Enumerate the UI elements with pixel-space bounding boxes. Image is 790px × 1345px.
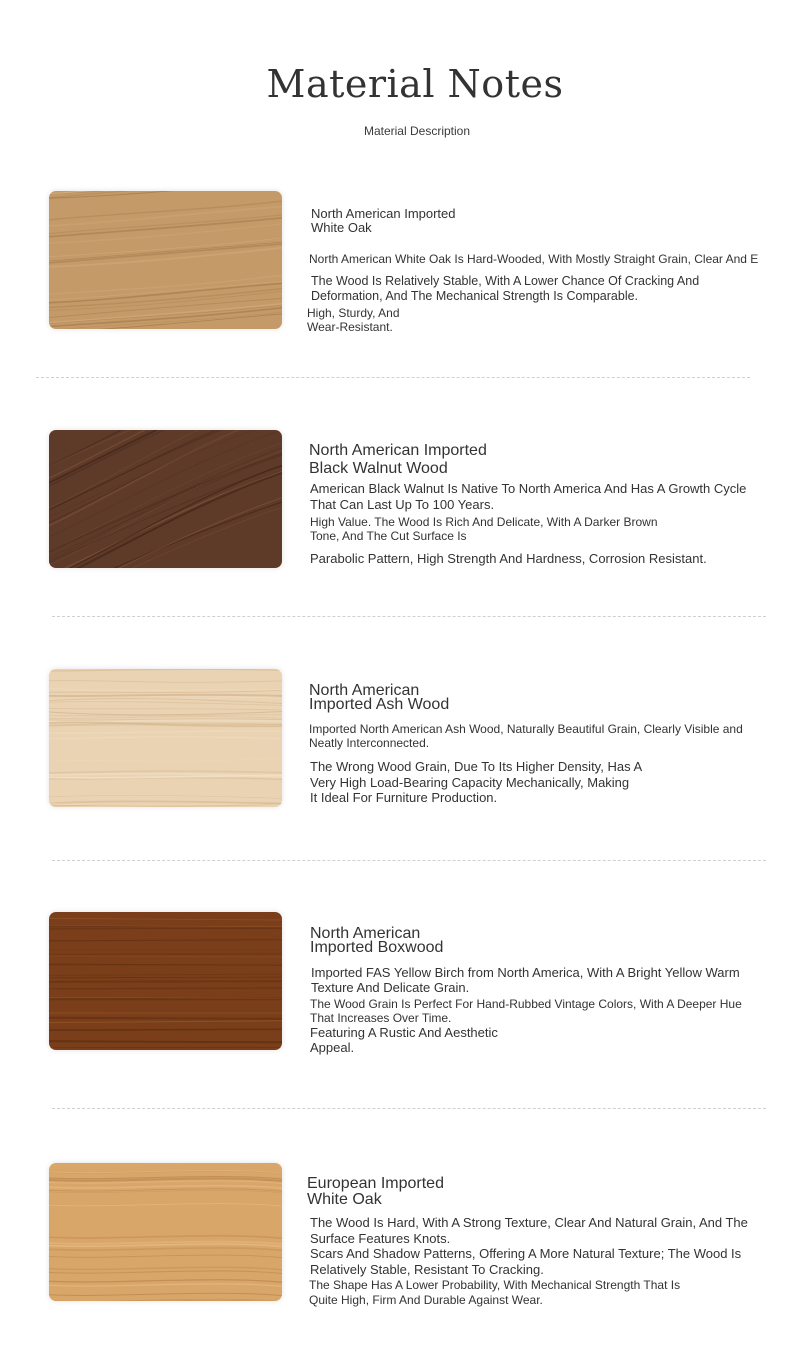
material-desc-2-line1: High Value. The Wood Is Rich And Delicate, With A Darker Brown [310, 515, 658, 529]
material-desc-2-line2: Deformation, And The Mechanical Strength Is Comparable. [311, 289, 639, 303]
black-walnut-swatch [49, 430, 282, 568]
material-desc-3-line2: Wear-Resistant. [307, 320, 393, 334]
material-desc-2-line1: The Wood Grain Is Perfect For Hand-Rubbed Vintage Colors, With A Deeper Hue [310, 997, 742, 1011]
boxwood-swatch [49, 912, 282, 1050]
material-name-line2: Black Walnut Wood [309, 460, 448, 477]
section-divider [36, 377, 750, 378]
european-white-oak-swatch [49, 1163, 282, 1301]
wood-texture-image [49, 669, 282, 807]
page-title: Material Notes [266, 62, 564, 106]
material-name-line1: North American [309, 682, 420, 699]
material-desc-3: Parabolic Pattern, High Strength And Hardness, Corrosion Resistant. [310, 551, 707, 566]
material-desc-2-line3: It Ideal For Furniture Production. [310, 790, 498, 805]
material-name-line1: North American Imported [311, 206, 456, 221]
material-desc-2-line1: The Wood Is Relatively Stable, With A Lower Chance Of Cracking And [311, 274, 700, 288]
wood-texture-image [49, 191, 282, 329]
wood-texture-image [49, 912, 282, 1050]
material-desc-1-line2: That Can Last Up To 100 Years. [310, 497, 495, 512]
white-oak-swatch [49, 191, 282, 329]
material-name-line2: White Oak [307, 1191, 382, 1208]
material-desc-3-line1: Featuring A Rustic And Aesthetic [310, 1025, 498, 1040]
section-divider [52, 1108, 766, 1109]
material-desc-3-line2: Quite High, Firm And Durable Against Wear. [309, 1293, 543, 1307]
material-name-line2: Imported Ash Wood [309, 696, 450, 713]
material-desc-1-line2: Neatly Interconnected. [309, 736, 430, 750]
material-desc-2-line1: The Wrong Wood Grain, Due To Its Higher Density, Has A [310, 759, 643, 774]
material-desc-3-line1: High, Sturdy, And [307, 306, 400, 320]
material-name-line2: White Oak [311, 220, 372, 235]
material-name-line1: North American [310, 925, 421, 942]
wood-texture-image [49, 430, 282, 568]
wood-texture-image [49, 1163, 282, 1301]
material-name-line2: Imported Boxwood [310, 939, 444, 956]
material-desc-3-line2: Appeal. [310, 1040, 355, 1055]
material-desc-1: North American White Oak Is Hard-Wooded, With Mostly Straight Grain, Clear And E [309, 252, 759, 266]
page-subtitle: Material Description [363, 124, 471, 138]
material-desc-1-line1: Imported North American Ash Wood, Naturally Beautiful Grain, Clearly Visible and [309, 722, 743, 736]
material-desc-1-line1: Imported FAS Yellow Birch from North America, With A Bright Yellow Warm [311, 965, 740, 980]
material-desc-1-line2: Surface Features Knots. [310, 1231, 451, 1246]
material-name-line1: North American Imported [309, 442, 487, 459]
ash-swatch [49, 669, 282, 807]
material-desc-2-line1: Scars And Shadow Patterns, Offering A More Natural Texture; The Wood Is [310, 1246, 742, 1261]
material-desc-2-line2: Tone, And The Cut Surface Is [310, 529, 467, 543]
material-desc-2-line2: Very High Load-Bearing Capacity Mechanically, Making [310, 775, 630, 790]
material-desc-1-line1: The Wood Is Hard, With A Strong Texture, Clear And Natural Grain, And The [310, 1215, 748, 1230]
material-desc-1-line1: American Black Walnut Is Native To North America And Has A Growth Cycle [310, 481, 747, 496]
section-divider [52, 860, 766, 861]
material-desc-1-line2: Texture And Delicate Grain. [311, 980, 470, 995]
material-name-line1: European Imported [307, 1175, 444, 1192]
material-desc-2-line2: That Increases Over Time. [310, 1011, 452, 1025]
material-desc-3-line1: The Shape Has A Lower Probability, With Mechanical Strength That Is [309, 1278, 681, 1292]
material-desc-2-line2: Relatively Stable, Resistant To Cracking. [310, 1262, 544, 1277]
section-divider [52, 616, 766, 617]
